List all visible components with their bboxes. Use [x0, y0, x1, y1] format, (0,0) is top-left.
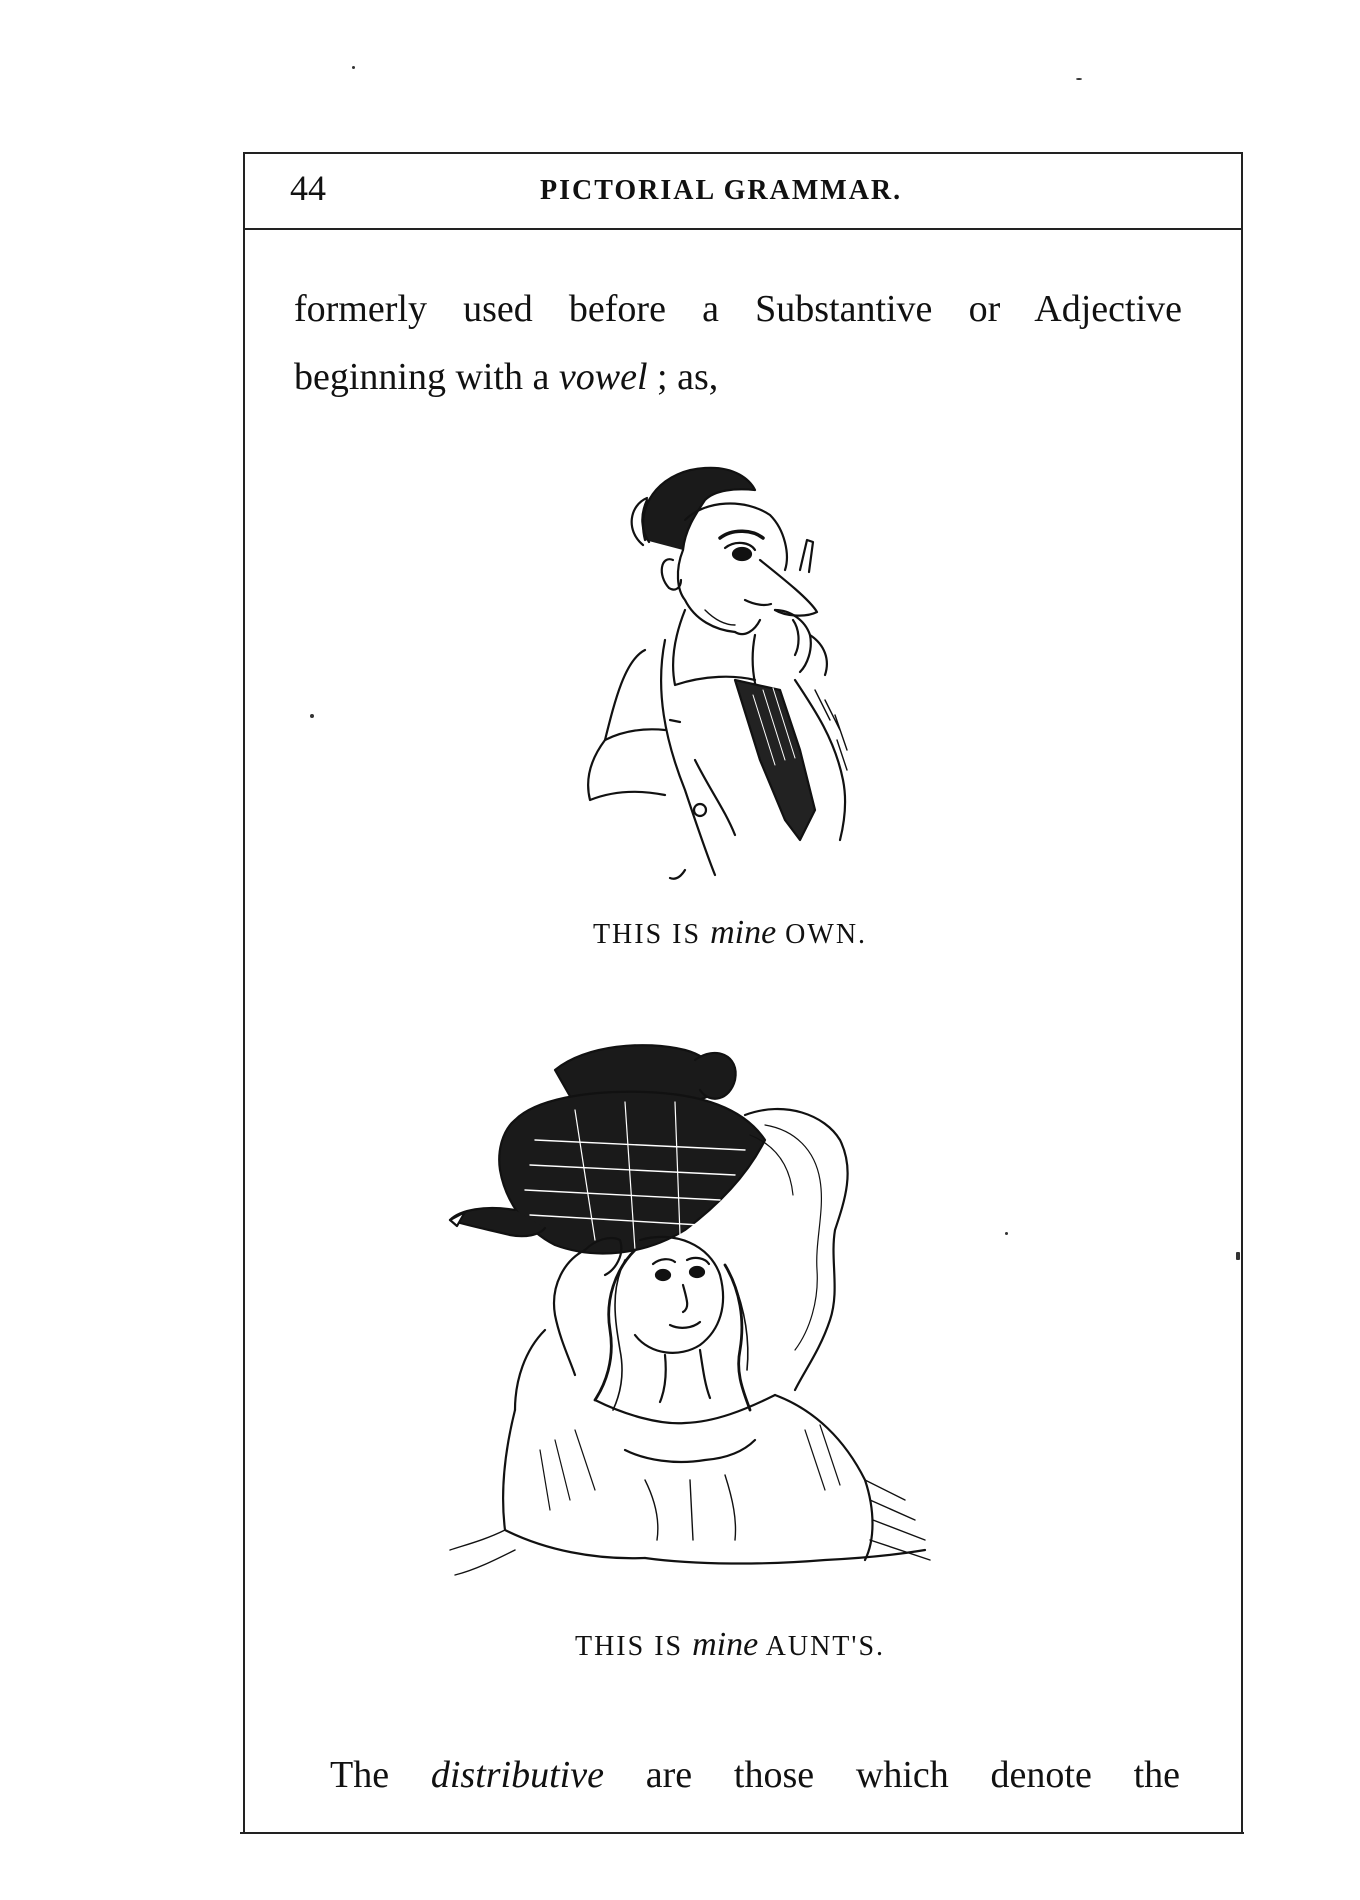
figure-1-caption-text: THIS IS: [592, 919, 711, 950]
scan-speck: [352, 66, 355, 69]
figure-1-caption-end: OWN.: [776, 919, 868, 950]
figure-2-caption-italic: mine: [692, 1626, 759, 1663]
scan-speck: [310, 714, 314, 718]
body-line-1: formerly used before a Substantive or Adjective: [294, 288, 1182, 330]
bottom-rule: [240, 1832, 1244, 1834]
scan-speck: [1005, 1232, 1008, 1235]
body-line-3-text: The: [330, 1754, 431, 1796]
woman-bonnet-illustration: [445, 1030, 1005, 1590]
body-line-3-italic: distributive: [430, 1754, 604, 1796]
header-rule: [243, 228, 1241, 230]
body-line-3-end: are those which denote the: [603, 1754, 1181, 1796]
scan-speck: [1076, 78, 1082, 80]
figure-1-caption-italic: mine: [710, 914, 777, 951]
body-line-2-end: ; as,: [647, 356, 719, 398]
running-title: PICTORIAL GRAMMAR.: [540, 175, 903, 206]
body-line-3: [330, 1752, 1180, 1798]
scan-speck: [1236, 1252, 1240, 1260]
man-portrait-illustration: [585, 460, 915, 880]
figure-1-caption: [50, 916, 1360, 952]
figure-2-caption-text: THIS IS: [574, 1631, 693, 1662]
figure-2-caption: [50, 1628, 1360, 1664]
page-number: 44: [290, 168, 326, 208]
body-line-2-text: beginning with a: [294, 356, 559, 398]
body-line-2: [294, 354, 718, 400]
body-line-2-italic: vowel: [558, 356, 648, 398]
figure-2-caption-end: AUNT'S.: [758, 1631, 886, 1662]
